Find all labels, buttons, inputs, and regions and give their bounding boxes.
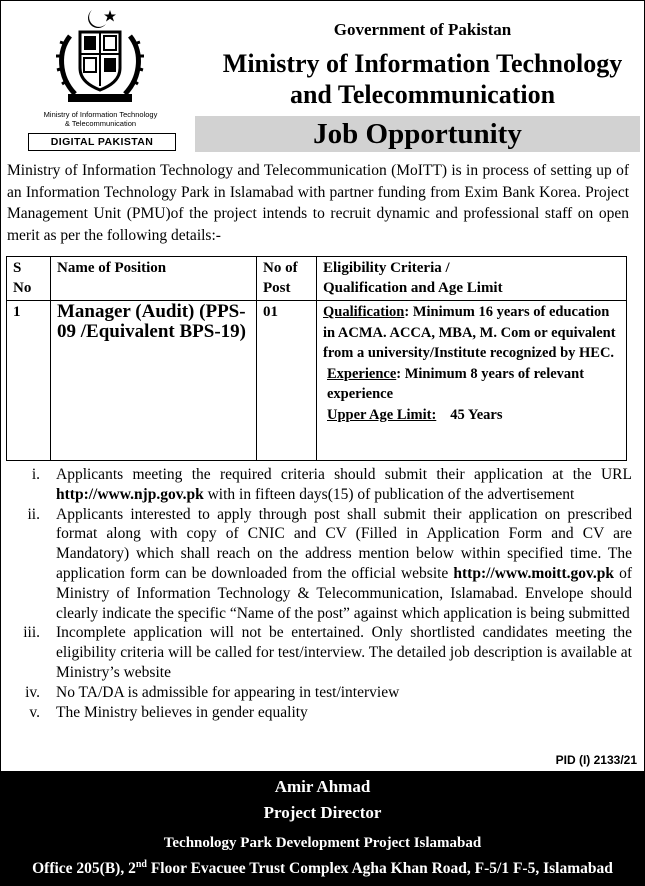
page-title: Job Opportunity (313, 118, 522, 150)
list-item-text: No TA/DA is admissible for appearing in test/interview (56, 683, 400, 701)
list-item-text: The Ministry believes in gender equality (56, 703, 308, 721)
government-heading: Government of Pakistan (333, 20, 512, 39)
list-item (0, 703, 632, 723)
header-posts (257, 257, 317, 301)
project-name: Technology Park Development Project Islamabad (163, 835, 482, 851)
logo-caption (18, 110, 183, 128)
contact-name: Amir Ahmad (274, 777, 371, 796)
header-criteria-line1: Eligibility Criteria / (323, 260, 450, 276)
list-item-text: Applicants meeting the required criteria should submit their application at the URL http://www.njp.gov.pk with in fifteen days(15) of publication of the advertisement (56, 466, 632, 503)
experience-text: : Minimum 8 years of relevant experience (327, 365, 585, 402)
age-limit-label: Upper Age Limit: (327, 406, 437, 423)
row-posts: 01 (257, 301, 317, 461)
ministry-logo (18, 6, 183, 156)
ministry-heading (195, 48, 645, 110)
list-item-number: iv. (25, 683, 40, 701)
pid-number: PID (I) 2133/21 (555, 753, 637, 767)
header-posts-line2: Post (263, 280, 291, 296)
table-row (7, 301, 627, 461)
list-item-text: Incomplete application will not be entertained. Only shortlisted candidates meeting the eligibility criteria will be called for test/interview. The detailed job description is available at Ministry’s website (56, 624, 632, 681)
njp-link[interactable]: http://www.njp.gov.pk (56, 485, 204, 503)
logo-caption-line2: & Telecommunication (64, 119, 137, 128)
list-item-number: v. (29, 703, 40, 721)
header-position: Name of Position (51, 257, 257, 301)
header-posts-line1: No of (263, 260, 298, 276)
qualification-label: Qualification (323, 304, 405, 320)
instructions-list (0, 465, 632, 722)
qualification (323, 302, 622, 364)
experience (323, 364, 622, 405)
office-address: Office 205(B), 2nd Floor Evacuee Trust Complex Agha Khan Road, F-5/1 F-5, Islamabad (32, 859, 613, 878)
header-criteria-line2: Qualification and Age Limit (323, 280, 503, 296)
qualification-text: : Minimum 16 years of education in ACMA. ACCA, MBA, M. Com or equivalent from a university/Institute recognized by HEC. (323, 304, 616, 361)
moitt-link[interactable]: http://www.moitt.gov.pk (453, 564, 615, 582)
list-item-text: Applicants interested to apply through post shall submit their application on prescribed format along with copy of CNIC and CV (Filled in Application Form and CV are Mandatory) which shall reach on the address mention below within specified time. The application form can be downloaded from the official website http://www.moitt.gov.pk of Ministry of Information Technology & Telecommunication, Islamabad. Envelope should clearly indicate the specific “Name of the post” against which application is being submitted (56, 505, 632, 622)
age-limit-value: 45 Years (450, 406, 503, 423)
positions-table (6, 256, 627, 461)
list-item (0, 683, 632, 703)
digital-pakistan-label: DIGITAL PAKISTAN (28, 133, 176, 151)
contact-designation: Project Director (263, 803, 382, 822)
row-criteria (317, 301, 627, 461)
header-sno (7, 257, 51, 301)
table-header-row (7, 257, 627, 301)
experience-label: Experience (327, 365, 397, 382)
ministry-heading-line2: and Telecommunication (289, 80, 556, 109)
list-item-number: iii. (23, 624, 40, 642)
list-item-number: ii. (27, 505, 40, 523)
footer-contact (0, 771, 645, 886)
ministry-heading-line1: Ministry of Information Technology (222, 49, 623, 78)
list-item (0, 623, 632, 682)
list-item-number: i. (31, 466, 40, 483)
header-sno-line1: S (13, 260, 22, 276)
header-criteria (317, 257, 627, 301)
state-emblem-icon (40, 6, 160, 106)
header-sno-line2: No (13, 280, 32, 296)
row-sno: 1 (7, 301, 51, 461)
logo-caption-line1: Ministry of Information Technology (43, 110, 158, 119)
list-item (0, 505, 632, 624)
age-limit (323, 405, 622, 426)
row-position: Manager (Audit) (PPS-09 /Equivalent BPS-19) (51, 301, 257, 461)
list-item (0, 465, 632, 505)
intro-paragraph: Ministry of Information Technology and Telecommunication (MoITT) is in process of setting up of an Information Technology Park in Islamabad with partner funding from Exim Bank Korea. Project Management Unit (PMU)of the project intends to recruit dynamic and professional staff on open merit as per the following details:- (7, 162, 629, 244)
